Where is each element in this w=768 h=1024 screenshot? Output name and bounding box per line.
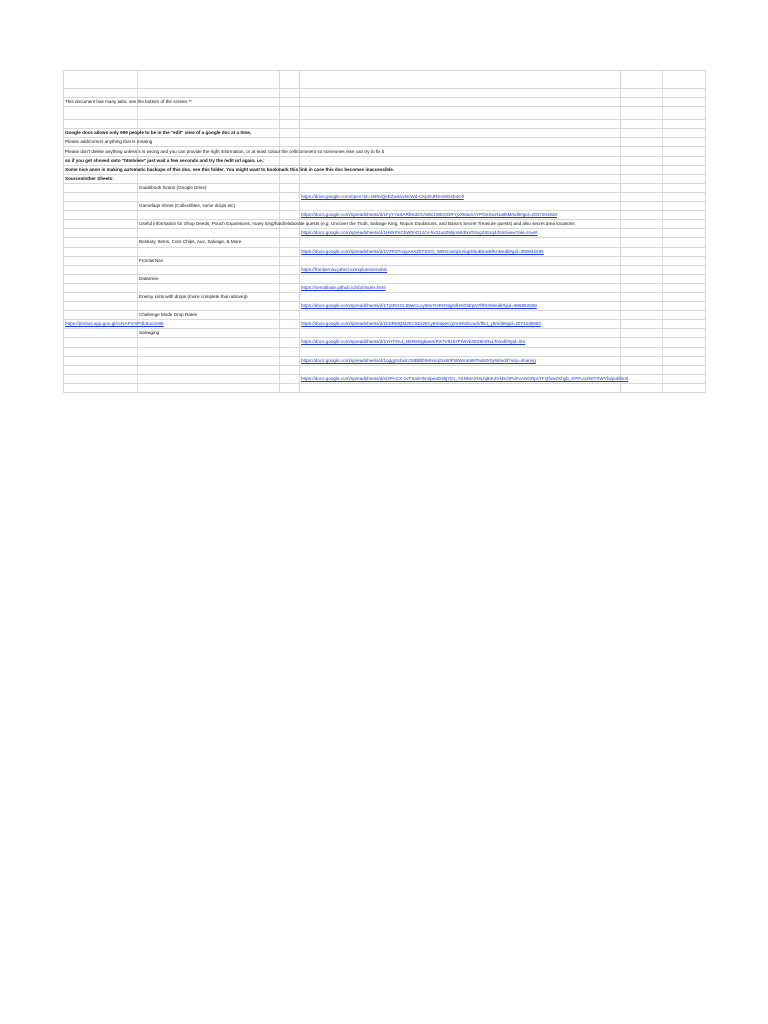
cell-c[interactable] [280, 229, 300, 238]
cell-c[interactable] [280, 329, 300, 338]
cell-c[interactable] [280, 365, 300, 374]
table-row [64, 98, 706, 107]
cell-b[interactable] [138, 283, 280, 292]
cell-e[interactable] [621, 183, 663, 192]
cell-a[interactable] [64, 256, 138, 265]
cell-d[interactable] [300, 98, 621, 107]
cell-e[interactable] [621, 283, 663, 292]
cell-f[interactable] [663, 311, 706, 320]
cell-b[interactable]: Guidebook Scans (Google Drive) [138, 183, 280, 192]
cell-e[interactable] [621, 265, 663, 274]
table-row [64, 256, 706, 265]
cell-e[interactable] [621, 98, 663, 107]
cell-a[interactable] [64, 192, 138, 201]
cell-f[interactable] [663, 183, 706, 192]
cell-f[interactable] [663, 238, 706, 247]
cell-d[interactable] [300, 120, 621, 129]
cell-c[interactable] [280, 265, 300, 274]
cell-b[interactable] [138, 356, 280, 365]
cell-d[interactable] [300, 292, 621, 301]
table-row [64, 129, 706, 138]
cell-b[interactable] [138, 265, 280, 274]
cell-f[interactable] [663, 129, 706, 138]
cell-c[interactable] [280, 183, 300, 192]
cell-a[interactable] [64, 220, 138, 229]
cell-d[interactable]: https://docs.google.com/spreadsheets/d/1oggjScbi4cG8BBf0rMnmq/Sx80Fb8Wmm89Tw93XSyW/edit?usp=sharing [300, 356, 621, 365]
table-row [64, 347, 706, 356]
cell-f[interactable] [663, 265, 706, 274]
cell-d[interactable]: https://xenoblade.github.io/xb2/index.html [300, 283, 621, 292]
cell-f[interactable] [663, 302, 706, 311]
cell-a[interactable] [64, 247, 138, 256]
cell-a[interactable]: https://photos.app.goo.gl/ccNAFVmPdLBuozn86 [64, 320, 138, 329]
cell-f[interactable] [663, 174, 706, 183]
cell-d[interactable] [300, 202, 621, 211]
cell-d[interactable] [300, 238, 621, 247]
cell-a[interactable] [64, 211, 138, 220]
cell-a[interactable]: Please don't delete anything unless it is wrong and you can provide the right information, or at least colour the cell/comment so someones else can try to fix it [64, 147, 138, 156]
cell-f[interactable] [663, 192, 706, 201]
cell-d[interactable] [300, 383, 621, 392]
cell-d[interactable] [300, 89, 621, 98]
cell-c[interactable] [280, 356, 300, 365]
table-row [64, 338, 706, 347]
cell-d[interactable] [300, 256, 621, 265]
cell-a[interactable] [64, 311, 138, 320]
cell-f[interactable] [663, 211, 706, 220]
cell-f[interactable] [663, 165, 706, 174]
cell-f[interactable] [663, 202, 706, 211]
cell-f[interactable] [663, 256, 706, 265]
cell-b[interactable] [138, 374, 280, 383]
table-row [64, 165, 706, 174]
cell-f[interactable] [663, 329, 706, 338]
cell-c[interactable] [280, 256, 300, 265]
cell-e[interactable] [621, 220, 663, 229]
cell-a[interactable] [64, 265, 138, 274]
table-row [64, 120, 706, 129]
cell-e[interactable] [621, 256, 663, 265]
table-row [64, 174, 706, 183]
cell-d[interactable] [300, 329, 621, 338]
cell-a[interactable] [64, 347, 138, 356]
cell-f[interactable] [663, 89, 706, 98]
cell-b[interactable] [138, 229, 280, 238]
cell-b[interactable]: Enemy Lists with drops (more complete than above)p [138, 292, 280, 301]
table-row [64, 356, 706, 365]
cell-c[interactable] [280, 311, 300, 320]
cell-a[interactable] [64, 302, 138, 311]
cell-e[interactable] [621, 365, 663, 374]
cell-f[interactable] [663, 156, 706, 165]
cell-b[interactable]: Datamine [138, 274, 280, 283]
cell-b[interactable]: Salvaging [138, 329, 280, 338]
cell-d[interactable] [300, 274, 621, 283]
table-row [64, 107, 706, 120]
cell-c[interactable] [280, 320, 300, 329]
spreadsheet [63, 70, 705, 393]
cell-c[interactable] [280, 302, 300, 311]
cell-e[interactable] [621, 129, 663, 138]
cell-b[interactable] [138, 302, 280, 311]
cell-f[interactable] [663, 98, 706, 107]
cell-c[interactable] [280, 247, 300, 256]
table-row [64, 238, 706, 247]
cell-f[interactable] [663, 107, 706, 120]
cell-a[interactable] [64, 383, 138, 392]
cell-b[interactable] [138, 365, 280, 374]
cell-d[interactable] [300, 347, 621, 356]
cell-b[interactable]: Bestiary, Items, Core Chips, Aux, Salvage, & More [138, 238, 280, 247]
cell-b[interactable] [138, 89, 280, 98]
cell-a[interactable] [64, 120, 138, 129]
cell-c[interactable] [280, 174, 300, 183]
cell-d[interactable]: https://docs.google.com/spreadsheets/d/1TjSRGCL58wCLuy50xYHRGNqjNfHKDl3rpN7fR04M/edit#gid=906882058 [300, 302, 621, 311]
cell-b[interactable] [138, 138, 280, 147]
cell-c[interactable] [280, 192, 300, 201]
cell-f[interactable] [663, 220, 706, 229]
cell-a[interactable]: Sources/other Sheets: [64, 174, 138, 183]
cell-c[interactable] [280, 383, 300, 392]
cell-a[interactable] [64, 283, 138, 292]
cell-b[interactable] [138, 192, 280, 201]
cell-a[interactable] [64, 183, 138, 192]
cell-b[interactable] [138, 383, 280, 392]
table-row [64, 311, 706, 320]
cell-e[interactable] [621, 356, 663, 365]
cell-c[interactable] [280, 138, 300, 147]
cell-f[interactable] [663, 247, 706, 256]
cell-f[interactable] [663, 138, 706, 147]
cell-e[interactable] [621, 147, 663, 156]
cell-a[interactable]: Please add/correct anything that is missing [64, 138, 138, 147]
cell-f[interactable] [663, 229, 706, 238]
cell-c[interactable] [280, 156, 300, 165]
cell-e[interactable] [621, 138, 663, 147]
table-row [64, 229, 706, 238]
cell-c[interactable] [280, 71, 300, 89]
cell-c[interactable] [280, 347, 300, 356]
cell-f[interactable] [663, 365, 706, 374]
cell-e[interactable] [621, 247, 663, 256]
table-row [64, 138, 706, 147]
cell-c[interactable] [280, 107, 300, 120]
cell-d[interactable]: https://frontiernav.jahed.io/explore/xenoblx [300, 265, 621, 274]
cell-b[interactable] [138, 107, 280, 120]
cell-e[interactable] [621, 192, 663, 201]
table-row [64, 274, 706, 283]
cell-d[interactable] [300, 311, 621, 320]
cell-e[interactable] [621, 338, 663, 347]
cell-f[interactable] [663, 356, 706, 365]
cell-e[interactable] [621, 202, 663, 211]
cell-e[interactable] [621, 302, 663, 311]
cell-a[interactable] [64, 71, 138, 89]
table-row [64, 383, 706, 392]
cell-b[interactable] [138, 211, 280, 220]
cell-d[interactable]: https://drive.google.com/open?id=1kRNQeEZwswvNcWd-CXjdSJRbAMOeb4Oll [300, 192, 621, 201]
table-row [64, 247, 706, 256]
table-row [64, 320, 706, 329]
cell-c[interactable] [280, 374, 300, 383]
cell-c[interactable] [280, 292, 300, 301]
cell-d[interactable]: https://docs.google.com/spreadsheets/d/1hSRMQMJKC6Zx2Ecy8Xi5peCgVmNVEUudVfl5J_y5/edit#gid=2074238950 [300, 320, 621, 329]
cell-d[interactable] [300, 138, 621, 147]
cell-d[interactable]: https://docs.google.com/spreadsheets/d/1HKkPnCbW0nO1JcV-hv21usZMijmWdtxVh3vgSrEsq4/htmlview?ale=true# [300, 229, 621, 238]
table-row [64, 329, 706, 338]
cell-d[interactable] [300, 365, 621, 374]
cell-b[interactable] [138, 71, 280, 89]
cell-a[interactable] [64, 374, 138, 383]
cell-d[interactable] [300, 129, 621, 138]
cell-b[interactable] [138, 347, 280, 356]
cell-b[interactable] [138, 120, 280, 129]
cell-e[interactable] [621, 211, 663, 220]
cell-b[interactable]: Gamefaqs Sheet (Collectibles, some drops etc) [138, 202, 280, 211]
table-row [64, 302, 706, 311]
cell-d[interactable] [300, 71, 621, 89]
cell-c[interactable] [280, 89, 300, 98]
table-row [64, 202, 706, 211]
cell-c[interactable] [280, 238, 300, 247]
cell-e[interactable] [621, 347, 663, 356]
cell-d[interactable] [300, 183, 621, 192]
cell-a[interactable] [64, 202, 138, 211]
cell-e[interactable] [621, 292, 663, 301]
table-row [64, 220, 706, 229]
cell-c[interactable] [280, 274, 300, 283]
table-row [64, 71, 706, 89]
cell-e[interactable] [621, 320, 663, 329]
cell-e[interactable] [621, 165, 663, 174]
table-row [64, 156, 706, 165]
cell-a[interactable] [64, 338, 138, 347]
cell-d[interactable] [300, 174, 621, 183]
cell-c[interactable] [280, 338, 300, 347]
cell-a[interactable] [64, 89, 138, 98]
cell-f[interactable] [663, 292, 706, 301]
cell-d[interactable] [300, 156, 621, 165]
table-row [64, 183, 706, 192]
cell-f[interactable] [663, 347, 706, 356]
cell-f[interactable] [663, 320, 706, 329]
cell-e[interactable] [621, 156, 663, 165]
cell-a[interactable]: Google docs allows only 999 people to be in the "edit" view of a google doc at a time, [64, 129, 138, 138]
cell-e[interactable] [621, 174, 663, 183]
cell-d[interactable] [300, 107, 621, 120]
table-row [64, 374, 706, 383]
cell-f[interactable] [663, 147, 706, 156]
cell-e[interactable] [621, 311, 663, 320]
cell-c[interactable] [280, 120, 300, 129]
cell-a[interactable] [64, 229, 138, 238]
cell-e[interactable] [621, 274, 663, 283]
cell-a[interactable] [64, 365, 138, 374]
cell-a[interactable] [64, 329, 138, 338]
cell-c[interactable] [280, 283, 300, 292]
table-row [64, 365, 706, 374]
cell-a[interactable]: This document has many tabs, see the bottom of the screen ** [64, 98, 138, 107]
cell-e[interactable] [621, 238, 663, 247]
cell-e[interactable] [621, 71, 663, 89]
table-row [64, 192, 706, 201]
cell-d[interactable]: https://docs.google.com/spreadsheets/d/1FyYYaSARbKdzGAWE1WEGORYjvXMamAYPGeXwzNa9kM/edit#gid=2037291920 [300, 211, 621, 220]
cell-a[interactable] [64, 274, 138, 283]
table-row [64, 283, 706, 292]
cell-b[interactable] [138, 174, 280, 183]
cell-f[interactable] [663, 274, 706, 283]
cell-f[interactable] [663, 383, 706, 392]
cell-f[interactable] [663, 338, 706, 347]
cell-b[interactable]: FrontierNav [138, 256, 280, 265]
cell-d[interactable]: https://docs.google.com/spreadsheets/d/1VTPZ7nqyAsXZbTSSO_WDsCw6qSAkgIDkuBmw8fKABedit#gid=360842595 [300, 247, 621, 256]
cell-a[interactable] [64, 107, 138, 120]
cell-b[interactable] [138, 338, 280, 347]
cell-b[interactable]: Useful information for Shop Deeds, Pouch Expansions, many long/hard/elaborate quests (e.g. Uncover the Truth, Salvage King, Nopon Doubloons, and Bana's Secret Treasure quests) and also secret area locations [138, 220, 280, 229]
cell-c[interactable] [280, 202, 300, 211]
cell-b[interactable]: Challenge Mode Drop Rates [138, 311, 280, 320]
table-row [64, 211, 706, 220]
cell-d[interactable]: https://docs.google.com/spreadsheets/d/1YHT8AJ_t4kR9Ogkwes/RX7V9187FrWvb4EZ8mRxLTo/edit#gid=0m [300, 338, 621, 347]
cell-f[interactable] [663, 283, 706, 292]
cell-e[interactable] [621, 329, 663, 338]
cell-d[interactable]: https://docs.google.com/spreadsheets/d/e/2PACX-1vTSahHhmlpeaD38jYDI_ASNMAXMLbj8IKZVkDchPdXvANGRpcTFQfuw2Xhgb_XPFUoz9eTXWYfo/pubhtml [300, 374, 621, 383]
cell-c[interactable] [280, 98, 300, 107]
spreadsheet-grid [63, 70, 706, 393]
cell-a[interactable] [64, 292, 138, 301]
cell-a[interactable]: Some nice anon is making automatic backups of this doc, see this folder. You might want to bookmark this link in case this doc becomes inaccessible. [64, 165, 138, 174]
table-row [64, 265, 706, 274]
cell-f[interactable] [663, 374, 706, 383]
cell-e[interactable] [621, 383, 663, 392]
cell-a[interactable]: so if you get shoved onto "htmlview" just wait a few seconds and try the /edit url again, i.e.: [64, 156, 138, 165]
cell-e[interactable] [621, 229, 663, 238]
cell-e[interactable] [621, 107, 663, 120]
cell-b[interactable] [138, 247, 280, 256]
cell-f[interactable] [663, 120, 706, 129]
cell-e[interactable] [621, 120, 663, 129]
cell-a[interactable] [64, 238, 138, 247]
cell-e[interactable] [621, 89, 663, 98]
cell-c[interactable] [280, 211, 300, 220]
cell-c[interactable] [280, 129, 300, 138]
table-row [64, 89, 706, 98]
table-row [64, 292, 706, 301]
table-row [64, 147, 706, 156]
cell-f[interactable] [663, 71, 706, 89]
cell-a[interactable] [64, 356, 138, 365]
